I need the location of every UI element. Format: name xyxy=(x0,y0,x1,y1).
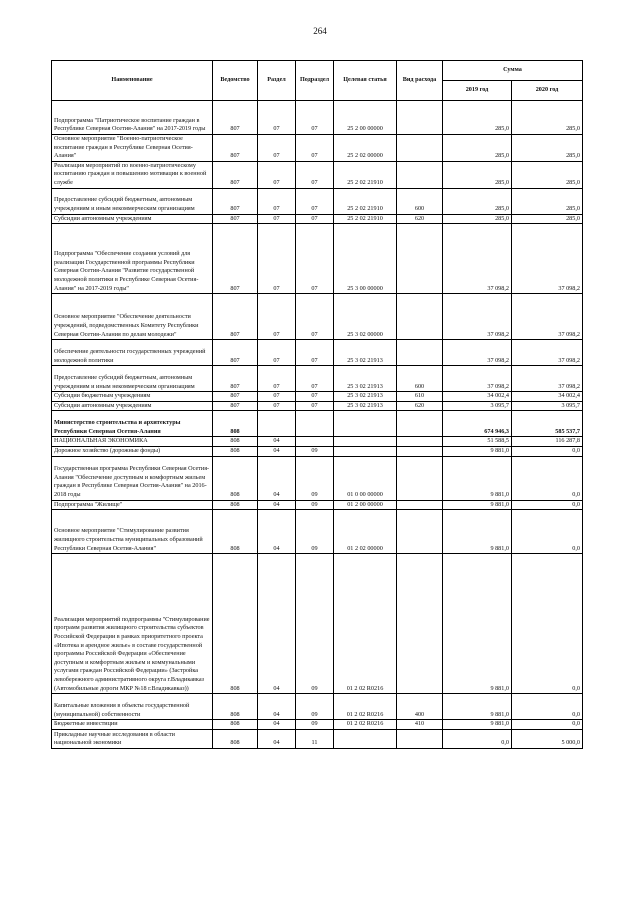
cell-dept: 807 xyxy=(213,224,258,294)
table-row xyxy=(52,411,583,437)
header-subsection: Подраздел xyxy=(296,61,334,101)
table-row xyxy=(52,720,583,730)
cell-dept: 807 xyxy=(213,401,258,411)
cell-expense xyxy=(397,101,443,135)
cell-subsection: 07 xyxy=(296,392,334,402)
cell-section: 07 xyxy=(258,135,296,162)
cell-dept: 807 xyxy=(213,214,258,224)
table-row xyxy=(52,214,583,224)
cell-expense xyxy=(397,446,443,456)
cell-name: Основное мероприятие "Военно-патриотическое воспитание граждан в Республике Северная Осетия-Алания" xyxy=(52,135,213,162)
cell-y2020: 0,0 xyxy=(512,554,583,694)
cell-target: 25 3 00 00000 xyxy=(334,224,397,294)
cell-subsection: 07 xyxy=(296,401,334,411)
table-row xyxy=(52,500,583,510)
cell-y2020: 585 537,7 xyxy=(512,411,583,437)
cell-section: 07 xyxy=(258,294,296,340)
cell-y2020: 285,0 xyxy=(512,101,583,135)
cell-y2020: 0,0 xyxy=(512,510,583,554)
cell-target: 25 2 02 21910 xyxy=(334,214,397,224)
table-row xyxy=(52,401,583,411)
cell-y2020: 285,0 xyxy=(512,161,583,188)
cell-expense xyxy=(397,161,443,188)
cell-section: 07 xyxy=(258,161,296,188)
cell-y2019: 285,0 xyxy=(443,161,512,188)
cell-y2020: 116 287,8 xyxy=(512,437,583,447)
cell-section: 07 xyxy=(258,214,296,224)
cell-expense xyxy=(397,456,443,500)
cell-section: 04 xyxy=(258,554,296,694)
header-dept: Ведомство xyxy=(213,61,258,101)
cell-target: 01 2 02 R0216 xyxy=(334,720,397,730)
cell-section: 04 xyxy=(258,500,296,510)
cell-y2020: 34 002,4 xyxy=(512,392,583,402)
cell-section: 07 xyxy=(258,101,296,135)
cell-expense: 400 xyxy=(397,694,443,720)
table-row xyxy=(52,456,583,500)
cell-subsection: 11 xyxy=(296,729,334,748)
cell-dept: 808 xyxy=(213,694,258,720)
header-2020: 2020 год xyxy=(512,81,583,101)
cell-section: 07 xyxy=(258,224,296,294)
cell-target: 01 2 02 R0216 xyxy=(334,554,397,694)
cell-target: 25 3 02 21913 xyxy=(334,340,397,366)
cell-y2020: 37 098,2 xyxy=(512,366,583,392)
cell-section: 07 xyxy=(258,188,296,214)
header-target: Целевая статья xyxy=(334,61,397,101)
cell-y2020: 285,0 xyxy=(512,135,583,162)
cell-dept: 807 xyxy=(213,188,258,214)
cell-section: 04 xyxy=(258,456,296,500)
cell-name: Дорожное хозяйство (дорожные фонды) xyxy=(52,446,213,456)
cell-target: 25 2 02 00000 xyxy=(334,135,397,162)
cell-y2019: 285,0 xyxy=(443,101,512,135)
cell-name: Предоставление субсидий бюджетным, автономным учреждениям и иным некоммерческим организациям xyxy=(52,366,213,392)
cell-y2019: 0,0 xyxy=(443,729,512,748)
cell-y2019: 37 098,2 xyxy=(443,340,512,366)
cell-y2019: 3 095,7 xyxy=(443,401,512,411)
cell-target xyxy=(334,437,397,447)
cell-y2019: 51 588,5 xyxy=(443,437,512,447)
cell-target: 01 2 02 R0216 xyxy=(334,694,397,720)
cell-dept: 808 xyxy=(213,437,258,447)
cell-name: Основное мероприятие "Стимулирование развития жилищного строительства муниципальных образований Республики Северная Осетия-Алания" xyxy=(52,510,213,554)
cell-subsection: 09 xyxy=(296,510,334,554)
page-number: 264 xyxy=(313,26,327,36)
cell-target xyxy=(334,411,397,437)
cell-y2020: 37 098,2 xyxy=(512,294,583,340)
table-row xyxy=(52,161,583,188)
cell-subsection: 07 xyxy=(296,161,334,188)
cell-y2020: 285,0 xyxy=(512,188,583,214)
cell-name: Государственная программа Республики Северная Осетия-Алания "Обеспечение доступным и комфортным жильем граждан в Республике Северная Осетия-Алания" на 2016-2018 годы xyxy=(52,456,213,500)
cell-y2019: 9 881,0 xyxy=(443,446,512,456)
cell-target: 25 3 02 21913 xyxy=(334,392,397,402)
cell-target: 25 2 02 21910 xyxy=(334,161,397,188)
cell-subsection: 09 xyxy=(296,456,334,500)
cell-dept: 807 xyxy=(213,161,258,188)
cell-expense xyxy=(397,510,443,554)
cell-y2019: 9 881,0 xyxy=(443,456,512,500)
cell-subsection: 09 xyxy=(296,694,334,720)
cell-target: 01 0 00 00000 xyxy=(334,456,397,500)
cell-y2019: 34 002,4 xyxy=(443,392,512,402)
cell-name: Обеспечение деятельности государственных учреждений молодежной политики xyxy=(52,340,213,366)
cell-section: 04 xyxy=(258,510,296,554)
cell-name: Подпрограмма "Патриотическое воспитание граждан в Республике Северная Осетия-Алания" на 2017-2019 годы xyxy=(52,101,213,135)
table-body xyxy=(52,101,583,749)
cell-y2019: 37 098,2 xyxy=(443,294,512,340)
cell-y2019: 285,0 xyxy=(443,188,512,214)
table-row xyxy=(52,510,583,554)
budget-table xyxy=(51,60,583,749)
cell-subsection: 07 xyxy=(296,340,334,366)
cell-dept: 808 xyxy=(213,720,258,730)
cell-dept: 808 xyxy=(213,411,258,437)
cell-dept: 807 xyxy=(213,294,258,340)
cell-target: 01 2 02 00000 xyxy=(334,510,397,554)
table-row xyxy=(52,294,583,340)
table-row xyxy=(52,366,583,392)
cell-y2020: 0,0 xyxy=(512,720,583,730)
cell-expense: 620 xyxy=(397,214,443,224)
cell-target: 25 3 02 21913 xyxy=(334,366,397,392)
cell-target: 01 2 00 00000 xyxy=(334,500,397,510)
cell-dept: 807 xyxy=(213,392,258,402)
cell-y2020: 5 000,0 xyxy=(512,729,583,748)
cell-target: 25 2 00 00000 xyxy=(334,101,397,135)
cell-expense xyxy=(397,340,443,366)
cell-target: 25 2 02 21910 xyxy=(334,188,397,214)
table-row xyxy=(52,437,583,447)
cell-expense xyxy=(397,437,443,447)
cell-dept: 808 xyxy=(213,729,258,748)
cell-target xyxy=(334,729,397,748)
cell-expense xyxy=(397,729,443,748)
cell-subsection: 07 xyxy=(296,135,334,162)
cell-expense xyxy=(397,554,443,694)
cell-subsection: 07 xyxy=(296,188,334,214)
cell-y2019: 285,0 xyxy=(443,214,512,224)
cell-section: 04 xyxy=(258,437,296,447)
cell-subsection: 07 xyxy=(296,294,334,340)
cell-section: 04 xyxy=(258,446,296,456)
table-row xyxy=(52,729,583,748)
cell-y2019: 9 881,0 xyxy=(443,554,512,694)
cell-y2020: 0,0 xyxy=(512,446,583,456)
cell-subsection: 07 xyxy=(296,214,334,224)
table-row xyxy=(52,694,583,720)
cell-section: 07 xyxy=(258,392,296,402)
cell-dept: 808 xyxy=(213,500,258,510)
cell-y2019: 9 881,0 xyxy=(443,720,512,730)
cell-name: Субсидии автономным учреждениям xyxy=(52,401,213,411)
cell-subsection: 09 xyxy=(296,720,334,730)
cell-expense xyxy=(397,411,443,437)
cell-subsection: 07 xyxy=(296,366,334,392)
cell-y2019: 9 881,0 xyxy=(443,500,512,510)
cell-subsection: 07 xyxy=(296,101,334,135)
cell-name: Прикладные научные исследования в области национальной экономики xyxy=(52,729,213,748)
cell-name: Предоставление субсидий бюджетным, автономным учреждениям и иным некоммерческим организациям xyxy=(52,188,213,214)
cell-dept: 807 xyxy=(213,101,258,135)
cell-expense: 410 xyxy=(397,720,443,730)
table-row xyxy=(52,135,583,162)
cell-y2020: 0,0 xyxy=(512,500,583,510)
header-2019: 2019 год xyxy=(443,81,512,101)
cell-name: Реализация мероприятий подпрограммы "Стимулирование программ развития жилищного строительства субъектов Российской Федерации в рамках приоритетного проекта «Ипотека и арендное жилье» в составе государственной программы Российской Федерации «Обеспечение доступным и комфортным жильем и коммунальными услугами граждан Российской Федерации» (Застройка левобережного административного округа г.Владикавказ (Автомобильные дороги МКР №18 г.Владикавказ)) xyxy=(52,554,213,694)
table-row xyxy=(52,188,583,214)
table-row xyxy=(52,392,583,402)
cell-name: Реализация мероприятий по военно-патриотическому воспитанию граждан и повышению мотивации к военной службе xyxy=(52,161,213,188)
cell-dept: 808 xyxy=(213,446,258,456)
cell-y2019: 9 881,0 xyxy=(443,510,512,554)
cell-name: Субсидии автономным учреждениям xyxy=(52,214,213,224)
cell-section: 07 xyxy=(258,401,296,411)
cell-dept: 807 xyxy=(213,366,258,392)
cell-target xyxy=(334,446,397,456)
table-row xyxy=(52,446,583,456)
cell-expense: 620 xyxy=(397,401,443,411)
cell-section: 07 xyxy=(258,366,296,392)
cell-y2019: 674 946,3 xyxy=(443,411,512,437)
cell-section: 07 xyxy=(258,340,296,366)
cell-expense: 600 xyxy=(397,188,443,214)
cell-name: Субсидии бюджетным учреждениям xyxy=(52,392,213,402)
cell-subsection: 07 xyxy=(296,224,334,294)
cell-y2020: 0,0 xyxy=(512,694,583,720)
cell-y2019: 37 098,2 xyxy=(443,366,512,392)
cell-expense: 610 xyxy=(397,392,443,402)
cell-dept: 808 xyxy=(213,456,258,500)
cell-dept: 807 xyxy=(213,340,258,366)
cell-dept: 808 xyxy=(213,554,258,694)
header-section: Раздел xyxy=(258,61,296,101)
cell-y2019: 285,0 xyxy=(443,135,512,162)
header-sum: Сумма xyxy=(443,61,583,81)
header-expense: Вид расхода xyxy=(397,61,443,101)
cell-subsection xyxy=(296,411,334,437)
cell-target: 25 3 02 00000 xyxy=(334,294,397,340)
table-row xyxy=(52,101,583,135)
cell-y2020: 37 098,2 xyxy=(512,224,583,294)
cell-y2020: 285,0 xyxy=(512,214,583,224)
cell-y2020: 37 098,2 xyxy=(512,340,583,366)
cell-name: Подпрограмма "Обеспечение создания условий для реализации Государственной программы Республики Северная Осетия-Алания "Развитие государственной молодежной политики в Республике Северная Осетия-Алания" на 2017-2019 годы" xyxy=(52,224,213,294)
cell-name: Капитальные вложения в объекты государственной (муниципальной) собственности xyxy=(52,694,213,720)
cell-expense xyxy=(397,294,443,340)
cell-expense xyxy=(397,224,443,294)
cell-expense xyxy=(397,500,443,510)
cell-dept: 808 xyxy=(213,510,258,554)
table-row xyxy=(52,340,583,366)
cell-y2019: 9 881,0 xyxy=(443,694,512,720)
cell-expense xyxy=(397,135,443,162)
cell-expense: 600 xyxy=(397,366,443,392)
cell-section: 04 xyxy=(258,694,296,720)
cell-name: Бюджетные инвестиции xyxy=(52,720,213,730)
cell-subsection: 09 xyxy=(296,500,334,510)
cell-subsection: 09 xyxy=(296,554,334,694)
header-name: Наименование xyxy=(52,61,213,101)
cell-subsection xyxy=(296,437,334,447)
cell-name: Министерство строительства и архитектуры Республики Северная Осетия-Алания xyxy=(52,411,213,437)
cell-name: НАЦИОНАЛЬНАЯ ЭКОНОМИКА xyxy=(52,437,213,447)
cell-name: Подпрограмма "Жилище" xyxy=(52,500,213,510)
cell-dept: 807 xyxy=(213,135,258,162)
cell-section: 04 xyxy=(258,720,296,730)
cell-subsection: 09 xyxy=(296,446,334,456)
cell-section xyxy=(258,411,296,437)
cell-y2019: 37 098,2 xyxy=(443,224,512,294)
table-row xyxy=(52,224,583,294)
cell-y2020: 0,0 xyxy=(512,456,583,500)
cell-name: Основное мероприятие "Обеспечение деятельности учреждений, подведомственных Комитету Республики Северная Осетия-Алания по делам молодежи" xyxy=(52,294,213,340)
cell-section: 04 xyxy=(258,729,296,748)
table-row xyxy=(52,554,583,694)
cell-y2020: 3 095,7 xyxy=(512,401,583,411)
cell-target: 25 3 02 21913 xyxy=(334,401,397,411)
